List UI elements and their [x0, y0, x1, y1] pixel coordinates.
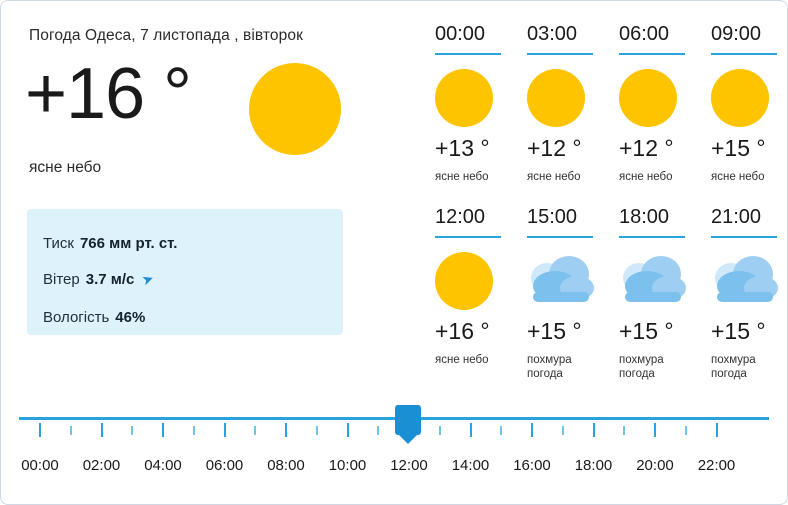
slider-axis-label: 16:00	[513, 457, 551, 474]
forecast-icon-wrap	[435, 67, 518, 131]
cloud-icon	[525, 254, 597, 308]
forecast-condition: похмура погода	[619, 354, 664, 380]
slider-axis-label: 04:00	[144, 457, 182, 474]
forecast-cell	[619, 23, 702, 184]
sun-icon	[619, 69, 677, 127]
slider-axis-label: 02:00	[82, 457, 121, 474]
slider-tick-major	[285, 423, 287, 437]
slider-tick-major	[347, 423, 349, 437]
humidity-row	[43, 309, 145, 326]
forecast-cell	[527, 23, 610, 184]
forecast-temp: +15 °	[619, 318, 674, 344]
slider-tick-minor	[193, 426, 195, 435]
forecast-icon-wrap	[527, 67, 610, 131]
slider-handle[interactable]	[395, 405, 421, 435]
slider-axis-label: 12:00	[390, 457, 428, 474]
forecast-icon-wrap	[527, 250, 610, 314]
slider-tick-minor	[562, 426, 564, 435]
forecast-cell	[711, 206, 788, 381]
sun-icon	[527, 69, 585, 127]
slider-tick-major	[531, 423, 533, 437]
slider-tick-minor	[316, 426, 318, 435]
forecast-icon-wrap	[711, 250, 788, 314]
slider-tick-major	[162, 423, 164, 437]
slider-tick-minor	[500, 426, 502, 435]
time-slider[interactable]	[1, 399, 788, 504]
slider-tick-major	[654, 423, 656, 437]
slider-axis-label: 14:00	[451, 457, 490, 474]
forecast-condition: ясне небо	[619, 171, 673, 183]
slider-track[interactable]	[19, 417, 769, 420]
cloud-icon	[709, 254, 781, 308]
sun-icon	[249, 63, 341, 155]
forecast-cell	[711, 23, 788, 184]
forecast-condition: похмура погода	[711, 354, 756, 380]
forecast-time: 12:00	[435, 206, 501, 238]
hourly-forecast-grid	[417, 1, 788, 401]
forecast-time: 18:00	[619, 206, 685, 238]
forecast-icon-wrap	[711, 67, 788, 131]
forecast-time: 09:00	[711, 23, 777, 55]
wind-row	[43, 269, 157, 289]
wind-arrow-icon: ➤	[139, 269, 157, 289]
slider-axis-label: 00:00	[21, 457, 59, 474]
forecast-temp: +12 °	[527, 135, 582, 161]
slider-tick-major	[101, 423, 103, 437]
slider-tick-minor	[131, 426, 133, 435]
location-date-line: Погода Одеса, 7 листопада , вівторок	[29, 27, 303, 44]
slider-tick-major	[593, 423, 595, 437]
forecast-time: 06:00	[619, 23, 685, 55]
forecast-temp: +12 °	[619, 135, 674, 161]
forecast-condition: ясне небо	[435, 171, 489, 183]
slider-tick-major	[39, 423, 41, 437]
forecast-icon-wrap	[619, 67, 702, 131]
slider-axis-label: 10:00	[328, 457, 367, 474]
forecast-time: 15:00	[527, 206, 593, 238]
slider-tick-minor	[685, 426, 687, 435]
forecast-cell	[619, 206, 702, 381]
current-weather-panel	[1, 1, 417, 401]
forecast-temp: +16 °	[435, 318, 490, 344]
forecast-condition: похмура погода	[527, 354, 572, 380]
forecast-temp: +15 °	[711, 135, 766, 161]
slider-tick-major	[470, 423, 472, 437]
slider-tick-minor	[623, 426, 625, 435]
forecast-time: 21:00	[711, 206, 777, 238]
slider-axis-label: 22:00	[697, 457, 736, 474]
current-temperature: +16 °	[25, 54, 191, 134]
weather-details-box	[27, 209, 343, 335]
forecast-icon-wrap	[619, 250, 702, 314]
forecast-cell	[527, 206, 610, 381]
current-condition: ясне небо	[29, 159, 102, 176]
forecast-condition: ясне небо	[527, 171, 581, 183]
forecast-time: 00:00	[435, 23, 501, 55]
slider-tick-minor	[377, 426, 379, 435]
humidity-value: 46%	[115, 309, 146, 326]
humidity-label: Вологість	[43, 309, 110, 326]
slider-tick-minor	[254, 426, 256, 435]
wind-value: 3.7 м/с	[85, 271, 135, 288]
sun-icon	[435, 252, 493, 310]
pressure-value: 766 мм рт. ст.	[79, 235, 178, 252]
slider-axis-label: 08:00	[267, 457, 305, 474]
forecast-cell	[435, 206, 518, 367]
slider-tick-minor	[70, 426, 72, 435]
slider-tick-major	[224, 423, 226, 437]
forecast-time: 03:00	[527, 23, 593, 55]
slider-axis-label: 20:00	[636, 457, 674, 474]
pressure-label: Тиск	[43, 235, 74, 252]
forecast-temp: +15 °	[711, 318, 766, 344]
forecast-temp: +15 °	[527, 318, 582, 344]
forecast-icon-wrap	[435, 250, 518, 314]
wind-label: Вітер	[43, 271, 80, 288]
forecast-cell	[435, 23, 518, 184]
sun-icon	[435, 69, 493, 127]
sun-icon	[711, 69, 769, 127]
forecast-condition: ясне небо	[711, 171, 765, 183]
forecast-temp: +13 °	[435, 135, 490, 161]
slider-tick-major	[716, 423, 718, 437]
slider-axis-label: 18:00	[574, 457, 613, 474]
forecast-condition: ясне небо	[435, 354, 489, 366]
cloud-icon	[617, 254, 689, 308]
pressure-row	[43, 235, 177, 252]
slider-axis-label: 06:00	[205, 457, 244, 474]
slider-tick-minor	[439, 426, 441, 435]
